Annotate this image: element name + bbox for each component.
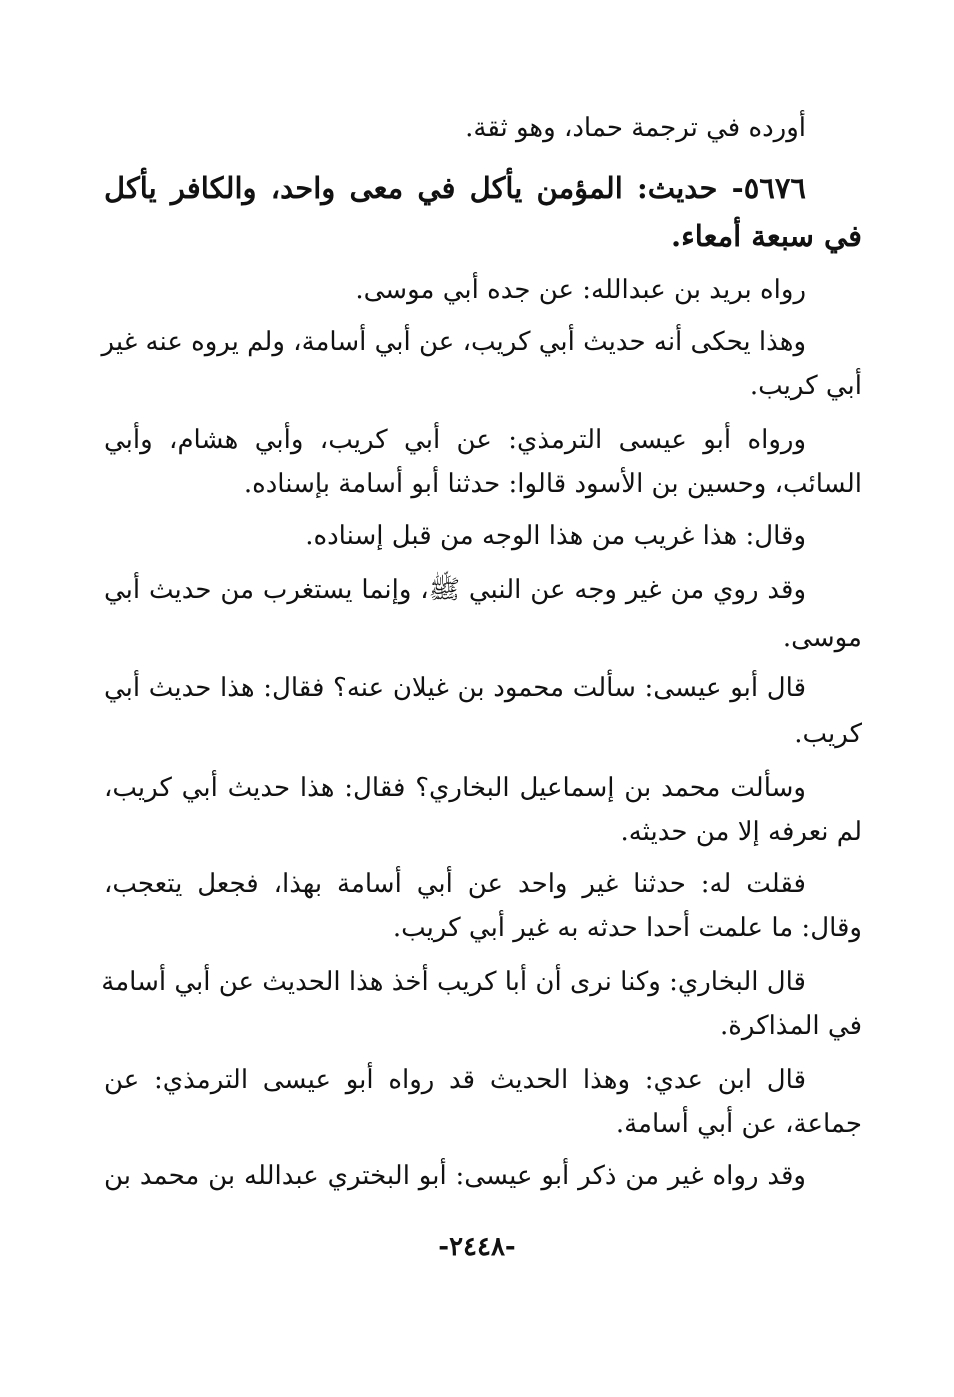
text-line: فقلت له: حدثنا غير واحد عن أبي أسامة بهذا، فجعل يتعجب، (104, 869, 806, 899)
text-line: قال أبو عيسى: سألت محمود بن غيلان عنه؟ فقال: هذا حديث أبي (104, 673, 806, 703)
text-line-continuation: أورده في ترجمة حماد، وهو ثقة. (465, 113, 806, 143)
text-line: في المذاكرة. (719, 1011, 862, 1041)
text-line: قال البخاري: وكنا نرى أن أبا كريب أخذ هذا الحديث عن أبي أسامة (101, 967, 806, 997)
text-line: السائب، وحسين بن الأسود قالوا: حدثنا أبو أسامة بإسناده. (243, 469, 862, 499)
text-line: كريب. (794, 719, 862, 749)
text-line: وسألت محمد بن إسماعيل البخاري؟ فقال: هذا حديث أبي كريب، (104, 773, 806, 803)
text-line: ورواه أبو عيسى الترمذي: عن أبي كريب، وأبي هشام، وأبي (104, 425, 806, 455)
text-line: وقد رواه غير من ذكر أبو عيسى: أبو البختري عبدالله بن محمد بن (104, 1161, 806, 1191)
text-line: وقد روي من غير وجه عن النبي ﷺ، وإنما يستغرب من حديث أبي (104, 575, 806, 605)
hadith-heading-line: في سبعة أمعاء. (671, 219, 862, 253)
text-line: وقال: هذا غريب من هذا الوجه من قبل إسناده. (305, 521, 806, 551)
text-line: قال ابن عدي: وهذا الحديث قد رواه أبو عيسى الترمذي: عن (104, 1065, 806, 1095)
text-line: رواه بريد بن عبدالله: عن جده أبي موسى. (355, 275, 806, 305)
page-number: -٢٤٤٨- (438, 1232, 516, 1262)
hadith-heading-line: ٥٦٧٦- حديث: المؤمن يأكل في معى واحد، والكافر يأكل (104, 171, 806, 205)
text-line: أبي كريب. (749, 371, 862, 401)
text-line: وهذا يحكى أنه حديث أبي كريب، عن أبي أسامة، ولم يروه عنه غير (101, 327, 806, 357)
text-line: وقال: ما علمت أحدا حدثه به غير أبي كريب. (392, 913, 862, 943)
text-line: جماعة، عن أبي أسامة. (615, 1109, 862, 1139)
text-line: موسى. (782, 623, 862, 653)
text-line: لم نعرفه إلا من حديثه. (620, 817, 862, 847)
